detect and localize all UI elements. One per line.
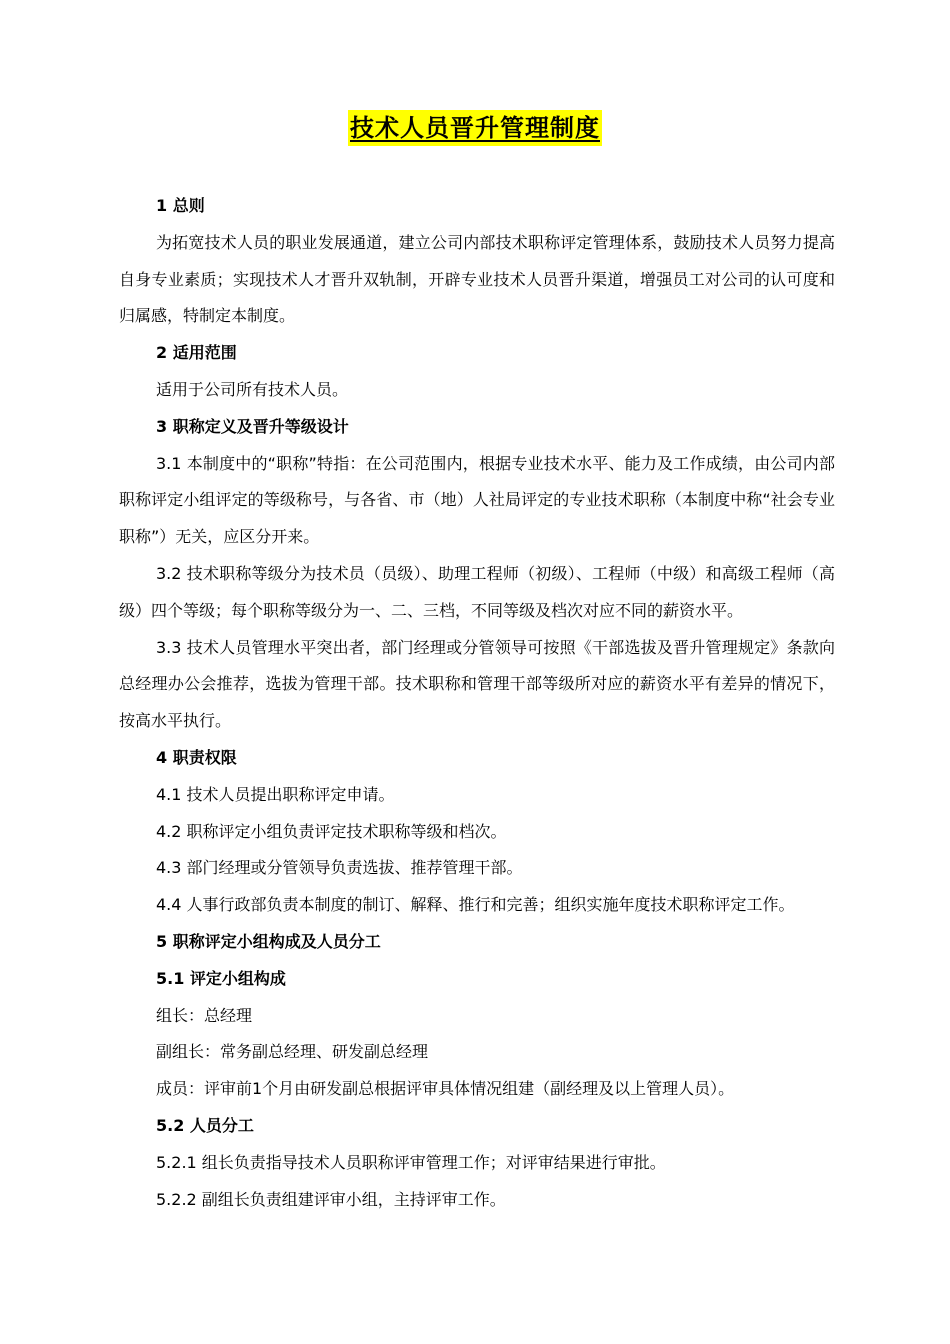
section-heading-title-definition: 3 职称定义及晋升等级设计 — [156, 416, 349, 436]
clause-3-3: 3.3 技术人员管理水平突出者，部门经理或分管领导可按照《干部选拔及晋升管理规定》条款向总经理办公会推荐，选拔为管理干部。技术职称和管理干部等级所对应的薪资水平有差异的情况下，按高水平执行。 — [119, 637, 835, 731]
section-heading-general: 1 总则 — [156, 196, 205, 215]
clause-4-4: 4.4 人事行政部负责本制度的制订、解释、推行和完善；组织实施年度技术职称评定工作。 — [156, 895, 795, 915]
subsection-heading-5-2: 5.2 人员分工 — [156, 1115, 254, 1135]
paragraph-scope: 适用于公司所有技术人员。 — [156, 379, 349, 399]
committee-deputy-leader: 副组长：常务副总经理、研发副总经理 — [156, 1042, 429, 1062]
section-heading-committee: 5 职称评定小组构成及人员分工 — [156, 931, 381, 951]
clause-3-1: 3.1 本制度中的“职称”特指：在公司范围内，根据专业技术水平、能力及工作成绩，由公司内部职称评定小组评定的等级称号，与各省、市（地）人社局评定的专业技术职称（本制度中称“社会专业职称”）无关，应区分开来。 — [119, 453, 835, 547]
document-body — [119, 188, 835, 1218]
title-wrapper — [0, 110, 950, 146]
paragraph-general: 为拓宽技术人员的职业发展通道，建立公司内部技术职称评定管理体系，鼓励技术人员努力提高自身专业素质；实现技术人才晋升双轨制，开辟专业技术人员晋升渠道，增强员工对公司的认可度和归属感，特制定本制度。 — [119, 232, 835, 326]
clause-4-1: 4.1 技术人员提出职称评定申请。 — [156, 784, 395, 804]
subsection-heading-5-1: 5.1 评定小组构成 — [156, 968, 286, 988]
committee-members: 成员：评审前1个月由研发副总根据评审具体情况组建（副经理及以上管理人员）。 — [156, 1079, 735, 1099]
section-heading-responsibilities: 4 职责权限 — [156, 747, 237, 767]
clause-5-2-1: 5.2.1 组长负责指导技术人员职称评审管理工作；对评审结果进行审批。 — [156, 1152, 666, 1172]
clause-5-2-2: 5.2.2 副组长负责组建评审小组，主持评审工作。 — [156, 1189, 506, 1209]
section-heading-scope: 2 适用范围 — [156, 343, 237, 363]
clause-3-2: 3.2 技术职称等级分为技术员（员级）、助理工程师（初级）、工程师（中级）和高级工程师（高级）四个等级；每个职称等级分为一、二、三档，不同等级及档次对应不同的薪资水平。 — [119, 563, 835, 620]
clause-4-2: 4.2 职称评定小组负责评定技术职称等级和档次。 — [156, 821, 507, 841]
clause-4-3: 4.3 部门经理或分管领导负责选拔、推荐管理干部。 — [156, 858, 523, 878]
document-title: 技术人员晋升管理制度 — [348, 110, 602, 146]
committee-leader: 组长：总经理 — [156, 1005, 253, 1025]
